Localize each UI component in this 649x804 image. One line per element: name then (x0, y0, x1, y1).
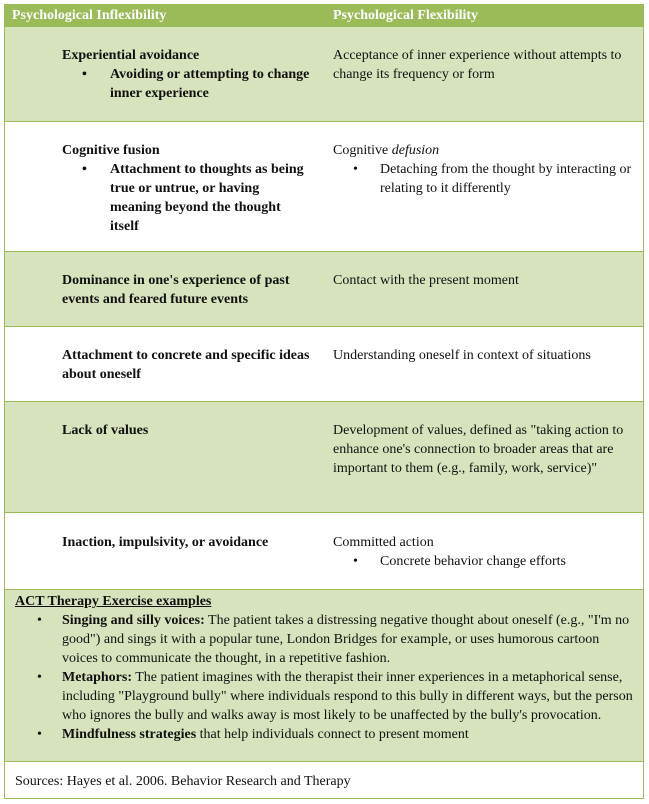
example-label: Mindfulness strategies (62, 727, 197, 742)
inflexibility-cell (62, 141, 312, 236)
row-heading: Experiential avoidance (62, 48, 200, 63)
flexibility-text: Committed action (333, 535, 434, 550)
inflexibility-cell (62, 346, 312, 384)
table-row (5, 27, 643, 122)
flexibility-cell (333, 46, 633, 84)
table-row (5, 402, 643, 513)
table-row (5, 327, 643, 402)
examples-title: ACT Therapy Exercise examples (15, 594, 212, 609)
example-text: that help individuals connect to present moment (196, 727, 469, 742)
row-heading: Dominance in one's experience of past events and feared future events (62, 273, 290, 307)
flexibility-text: Contact with the present moment (333, 273, 519, 288)
inflexibility-cell (62, 271, 312, 309)
flexibility-text (333, 141, 633, 160)
bullet-item: • Avoiding or attempting to change inner experience (62, 65, 312, 103)
example-label: Metaphors: (62, 670, 132, 685)
table-row (5, 513, 643, 590)
sources-citation: Sources: Hayes et al. 2006. Behavior Research and Therapy (15, 774, 351, 789)
example-text: The patient imagines with the therapist their inner experiences in a metaphorical sense, including "Playground bully" where individuals respond to this bully in different ways, but the person who ignores the bully and walks away is most likely to be unaffected by the bully's provocation. (62, 670, 633, 723)
defusion-italic: defusion (391, 143, 440, 158)
act-comparison-table (4, 4, 644, 799)
flexibility-cell (333, 141, 633, 198)
example-label: Singing and silly voices: (62, 613, 205, 628)
flexibility-text: Understanding oneself in context of situations (333, 348, 591, 363)
bullet-item: • Attachment to thoughts as being true or untrue, or having meaning beyond the thought itself (62, 160, 312, 236)
examples-list (15, 611, 635, 744)
bullet-item: • Detaching from the thought by interacting or relating to it differently (333, 160, 633, 198)
row-heading: Lack of values (62, 423, 149, 438)
flexibility-cell (333, 346, 633, 365)
flexibility-text: Acceptance of inner experience without attempts to change its frequency or form (333, 48, 622, 82)
inflexibility-cell (62, 46, 312, 103)
sources-row (5, 762, 643, 798)
flexibility-cell (333, 533, 633, 571)
example-item (15, 668, 635, 725)
example-item (15, 611, 635, 668)
bullet-item: • Concrete behavior change efforts (333, 552, 633, 571)
flexibility-prefix: Cognitive (333, 143, 392, 158)
flexibility-cell (333, 421, 633, 478)
row-heading: Attachment to concrete and specific ideas about oneself (62, 348, 310, 382)
table-header (5, 5, 643, 27)
header-flexibility: Psychological Flexibility (333, 8, 479, 23)
example-text: The patient takes a distressing negative thought about oneself (e.g., "I'm no good") and sings it with a popular tune, London Bridges for example, or uses humorous cartoon voices to communicate the thought, in a repetitive fashion. (62, 613, 630, 666)
header-inflexibility: Psychological Inflexibility (12, 8, 167, 23)
exercise-examples-section (5, 590, 643, 762)
flexibility-text: Development of values, defined as "taking action to enhance one's connection to broader areas that are important to them (e.g., family, work, service)" (333, 423, 624, 476)
example-item (15, 725, 635, 744)
table-row (5, 122, 643, 252)
table-row (5, 252, 643, 327)
row-heading: Inaction, impulsivity, or avoidance (62, 535, 269, 550)
inflexibility-cell (62, 533, 312, 552)
flexibility-cell (333, 271, 633, 290)
row-heading: Cognitive fusion (62, 143, 160, 158)
exercise-examples-content (15, 592, 635, 744)
inflexibility-cell (62, 421, 312, 440)
